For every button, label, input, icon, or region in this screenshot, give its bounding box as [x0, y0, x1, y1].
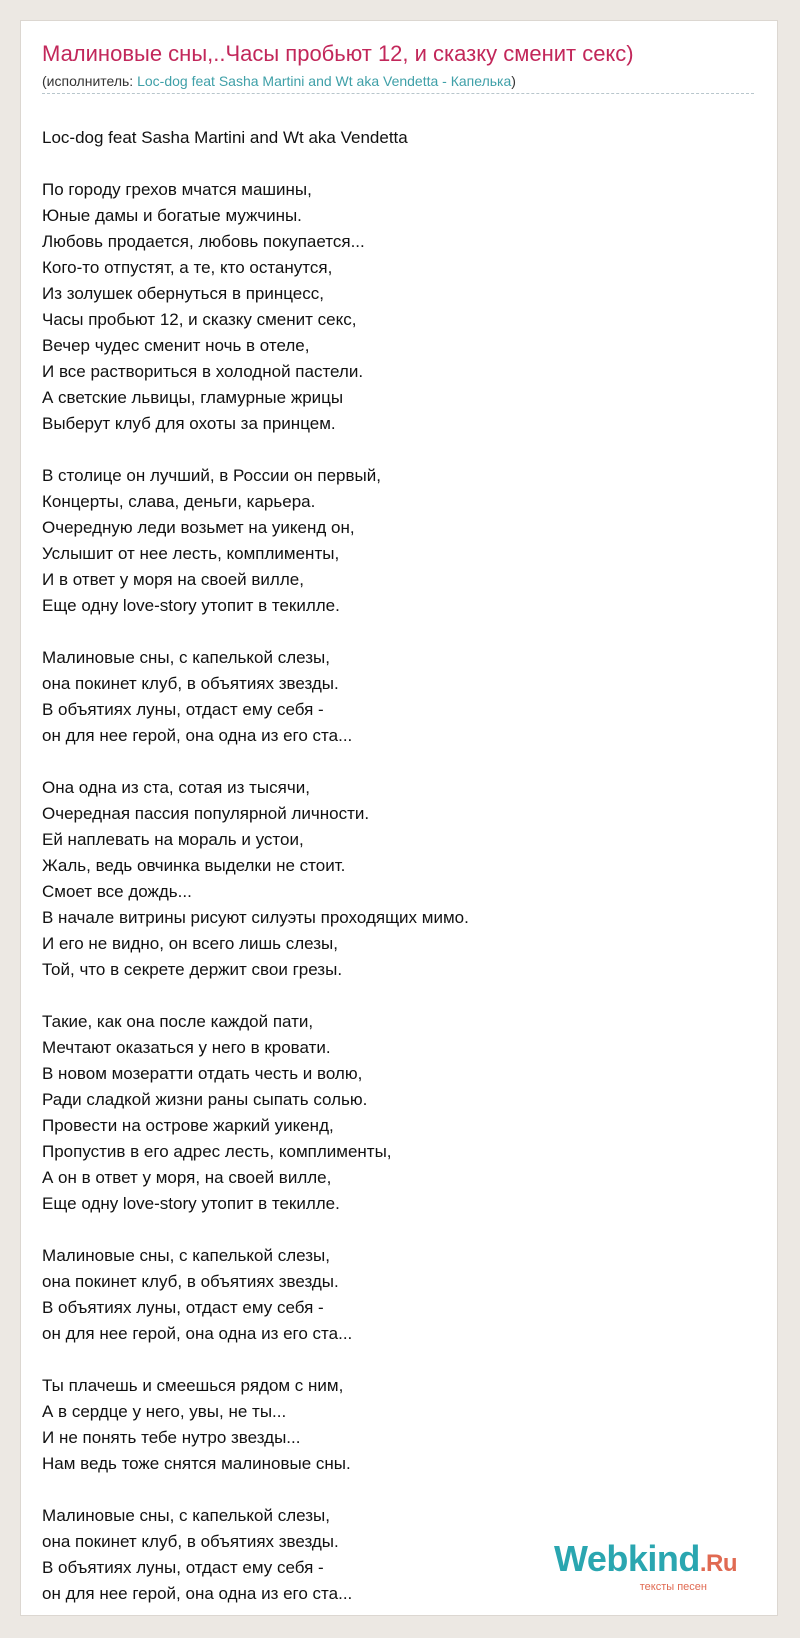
lyric-line: Провести на острове жаркий уикенд, [42, 1116, 334, 1135]
lyric-line: он для нее герой, она одна из его ста... [42, 1324, 353, 1343]
lyric-line: А в сердце у него, увы, не ты... [42, 1402, 287, 1421]
logo-subtitle: тексты песен [639, 1581, 707, 1593]
lyric-line: Ты плачешь и смеешься рядом с ним, [42, 1376, 344, 1395]
lyrics-card [20, 20, 778, 1616]
lyric-line: Любовь продается, любовь покупается... [42, 232, 365, 251]
page-title: Малиновые сны,..Часы пробьют 12, и сказку сменит секс) [42, 41, 634, 66]
logo-tld: .Ru [699, 1550, 737, 1577]
lyric-line: она покинет клуб, в объятиях звезды. [42, 1272, 339, 1291]
lyric-line: он для нее герой, она одна из его ста... [42, 726, 353, 745]
lyric-line: Юные дамы и богатые мужчины. [42, 206, 302, 225]
artist-line: Loc-dog feat Sasha Martini and Wt aka Vendetta [42, 128, 408, 147]
lyric-line: Такие, как она после каждой пати, [42, 1012, 314, 1031]
lyric-line: Она одна из ста, сотая из тысячи, [42, 778, 310, 797]
blank-line [42, 749, 469, 775]
lyric-line: И его не видно, он всего лишь слезы, [42, 934, 338, 953]
performer-line [42, 73, 754, 94]
lyric-line: А светские львицы, гламурные жрицы [42, 388, 344, 407]
performer-prefix: (исполнитель: [42, 73, 138, 89]
blank-line [42, 983, 469, 1009]
logo-wordmark [553, 1538, 737, 1581]
lyric-line: В объятиях луны, отдаст ему себя - [42, 1298, 324, 1317]
lyrics-lines [42, 177, 469, 1607]
lyric-line: Выберут клуб для охоты за принцем. [42, 414, 336, 433]
lyric-line: В новом мозератти отдать честь и волю, [42, 1064, 363, 1083]
lyric-line: Пропустив в его адрес лесть, комплименты, [42, 1142, 392, 1161]
lyrics-body [42, 125, 469, 1607]
lyric-line: он для нее герой, она одна из его ста... [42, 1584, 353, 1603]
lyric-line: Вечер чудес сменит ночь в отеле, [42, 336, 310, 355]
lyric-line: Ради сладкой жизни раны сыпать солью. [42, 1090, 368, 1109]
lyric-line: Малиновые сны, с капелькой слезы, [42, 1506, 330, 1525]
lyric-line: В начале витрины рисуют силуэты проходящих мимо. [42, 908, 469, 927]
lyric-line: В объятиях луны, отдаст ему себя - [42, 700, 324, 719]
blank-line [42, 1477, 469, 1503]
logo-main-text: Webkind [553, 1538, 700, 1579]
lyric-line: Очередную леди возьмет на уикенд он, [42, 518, 355, 537]
blank-line [42, 1217, 469, 1243]
blank-line [42, 151, 469, 177]
lyric-line: Часы пробьют 12, и сказку сменит секс, [42, 310, 357, 329]
lyric-line: Нам ведь тоже снятся малиновые сны. [42, 1454, 351, 1473]
lyric-line: Из золушек обернуться в принцесс, [42, 284, 324, 303]
lyric-line: Той, что в секрете держит свои грезы. [42, 960, 343, 979]
blank-line [42, 619, 469, 645]
lyric-line: она покинет клуб, в объятиях звезды. [42, 1532, 339, 1551]
lyric-line: В столице он лучший, в России он первый, [42, 466, 381, 485]
lyric-line: Мечтают оказаться у него в кровати. [42, 1038, 331, 1057]
lyric-line: И не понять тебе нутро звезды... [42, 1428, 301, 1447]
lyric-line: А он в ответ у моря, на своей вилле, [42, 1168, 332, 1187]
lyric-line: она покинет клуб, в объятиях звезды. [42, 674, 339, 693]
lyric-line: Жаль, ведь овчинка выделки не стоит. [42, 856, 346, 875]
lyric-line: И все раствориться в холодной пастели. [42, 362, 364, 381]
lyric-line: По городу грехов мчатся машины, [42, 180, 312, 199]
performer-suffix: ) [511, 73, 516, 89]
lyric-line: В объятиях луны, отдаст ему себя - [42, 1558, 324, 1577]
lyric-line: Услышит от нее лесть, комплименты, [42, 544, 340, 563]
webkind-logo[interactable] [553, 1538, 737, 1593]
lyric-line: Еще одну love-story утопит в текилле. [42, 1194, 340, 1213]
lyric-line: И в ответ у моря на своей вилле, [42, 570, 304, 589]
lyric-line: Кого-то отпустят, а те, кто останутся, [42, 258, 333, 277]
lyric-line: Смоет все дождь... [42, 882, 192, 901]
blank-line [42, 1347, 469, 1373]
blank-line [42, 437, 469, 463]
lyric-line: Малиновые сны, с капелькой слезы, [42, 1246, 330, 1265]
lyric-line: Малиновые сны, с капелькой слезы, [42, 648, 330, 667]
lyric-line: Очередная пассия популярной личности. [42, 804, 370, 823]
performer-link[interactable]: Loc-dog feat Sasha Martini and Wt aka Vendetta - Капелька [137, 73, 512, 89]
lyric-line: Ей наплевать на мораль и устои, [42, 830, 304, 849]
lyric-line: Концерты, слава, деньги, карьера. [42, 492, 316, 511]
lyric-line: Еще одну love-story утопит в текилле. [42, 596, 340, 615]
